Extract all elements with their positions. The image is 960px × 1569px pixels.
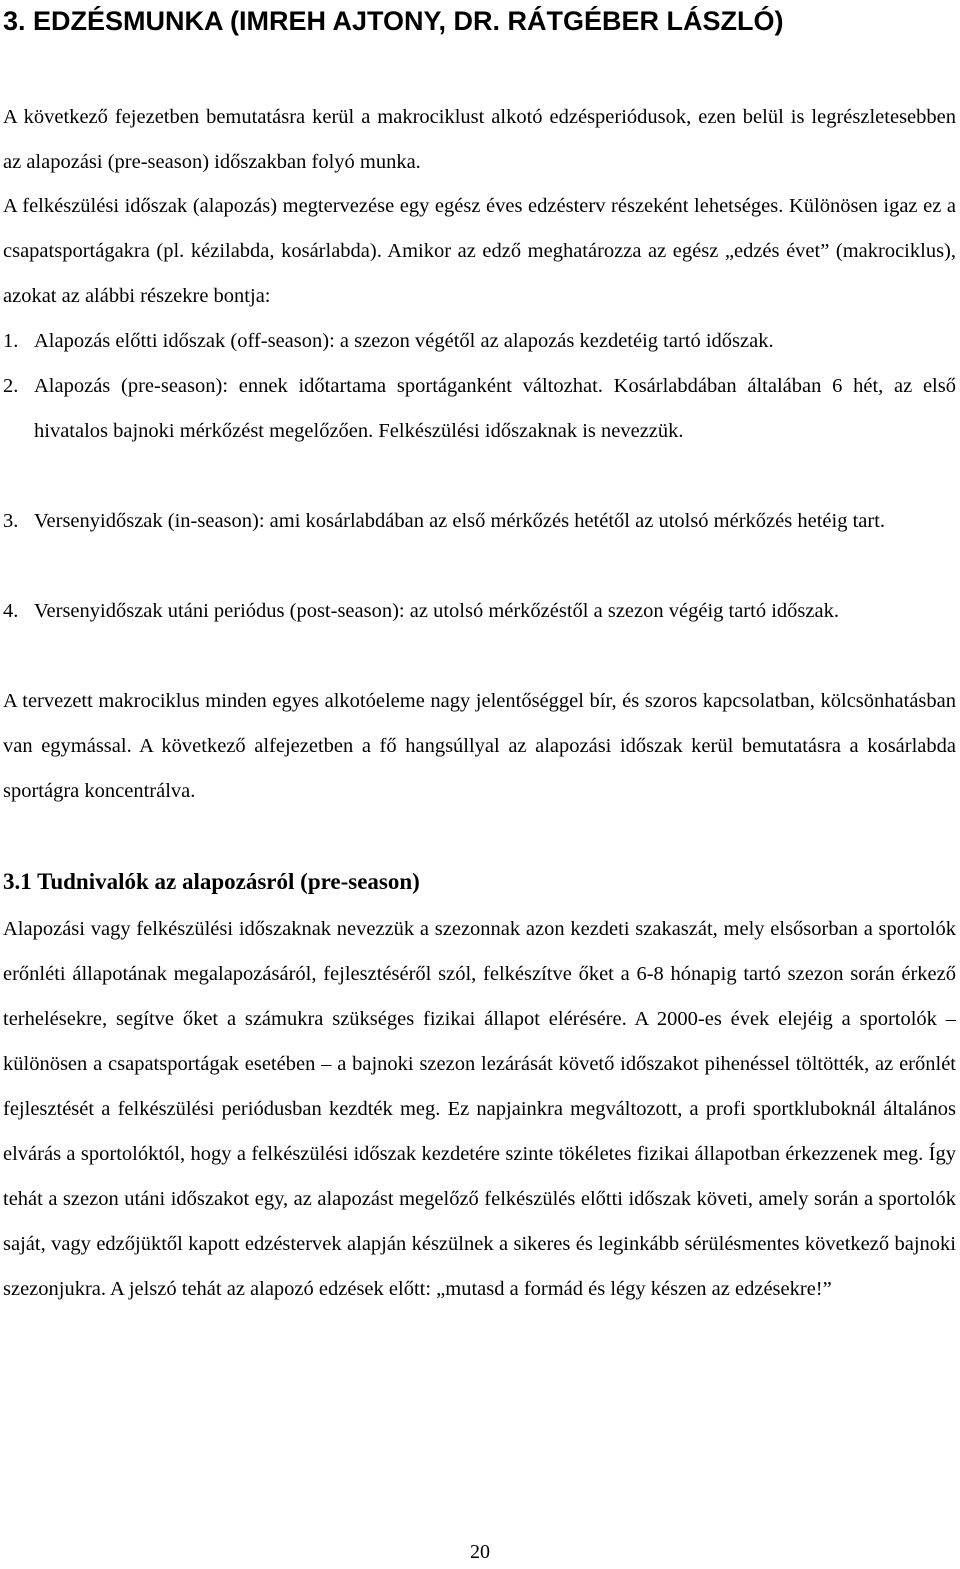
chapter-title: 3. EDZÉSMUNKA (IMREH AJTONY, DR. RÁTGÉBER LÁSZLÓ) <box>3 6 784 36</box>
summary-paragraph: A tervezett makrociklus minden egyes alkotóeleme nagy jelentőséggel bír, és szoros kapcsolatban, kölcsönhatásban van egymással. A következő alfejezetben a fő hangsúllyal az alapozási időszak kerül bemutatásra a kosárlabda sportágra koncentrálva. <box>3 690 956 802</box>
period-text: Alapozás előtti időszak (off-season): a szezon végétől az alapozás kezdetéig tartó időszak. <box>34 330 774 352</box>
period-text: Versenyidőszak (in-season): ami kosárlabdában az első mérkőzés hetétől az utolsó mérkőzés hetéig tart. <box>34 510 886 532</box>
page-number: 20 <box>470 1541 490 1563</box>
planning-paragraph: A felkészülési időszak (alapozás) megtervezése egy egész éves edzésterv részeként lehetséges. Különösen igaz ez a csapatsportágakra (pl. kézilabda, kosárlabda). Amikor az edző meghatározza az egész „edzés évet” (makrociklus), azokat az alábbi részekre bontja: <box>3 195 956 307</box>
section-heading: 3.1 Tudnivalók az alapozásról (pre-season) <box>3 869 420 894</box>
period-number: 1. <box>3 330 19 352</box>
period-list-item-2 <box>3 364 956 454</box>
period-list-item-3 <box>3 499 956 544</box>
period-number: 3. <box>3 510 19 532</box>
period-text: Alapozás (pre-season): ennek időtartama sportáganként változhat. Kosárlabdában általában 6 hét, az első hivatalos bajnoki mérkőzést megelőzően. Felkészülési időszaknak is nevezzük. <box>34 375 956 442</box>
period-number: 2. <box>3 375 19 397</box>
period-number: 4. <box>3 600 19 622</box>
section-paragraph: Alapozási vagy felkészülési időszaknak nevezzük a szezonnak azon kezdeti szakaszát, mely elsősorban a sportolók erőnléti állapotának megalapozásáról, fejlesztéséről szól, felkészítve őket a 6-8 hónapig tartó szezon során érkező terhelésekre, segítve őket a számukra szükséges fizikai állapot elérésére. A 2000-es évek elejéig a sportolók – különösen a csapatsportágak esetében – a bajnoki szezon lezárását követő időszakot pihenéssel töltötték, az erőnlét fejlesztését a felkészülési periódusban kezdték meg. Ez napjainkra megváltozott, a profi sportkluboknál általános elvárás a sportolóktól, hogy a felkészülési időszak kezdetére szinte tökéletes fizikai állapotban érkezzenek meg. Így tehát a szezon utáni időszakot egy, az alapozást megelőző felkészülés előtti időszak követi, amely során a sportolók saját, vagy edzőjüktől kapott edzéstervek alapján készülnek a sikeres és leginkább sérülésmentes következő bajnoki szezonjukra. A jelszó tehát az alapozó edzések előtt: „mutasd a formád és légy készen az edzésekre!” <box>3 918 956 1300</box>
intro-paragraph: A következő fejezetben bemutatásra kerül a makrociklust alkotó edzésperiódusok, ezen belül is legrészletesebben az alapozási (pre-season) időszakban folyó munka. <box>3 106 956 173</box>
period-text: Versenyidőszak utáni periódus (post-season): az utolsó mérkőzéstől a szezon végéig tartó időszak. <box>34 600 839 622</box>
period-list-item-1 <box>3 319 956 364</box>
period-list-item-4 <box>3 589 956 634</box>
